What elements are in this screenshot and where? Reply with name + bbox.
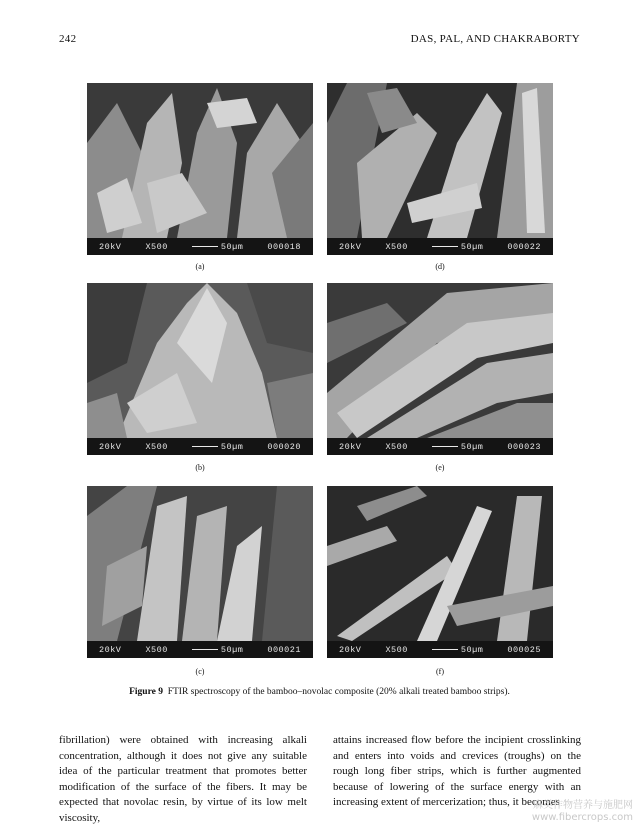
sem-magnification: X500: [145, 241, 168, 252]
watermark-line-1: 麻类作物营养与施肥网: [533, 800, 633, 811]
sem-micrograph-a: [87, 83, 313, 255]
sem-micrograph-e-upper: [327, 283, 553, 455]
sem-voltage: 20kV: [339, 241, 362, 252]
panel-label-d: (d): [435, 262, 445, 271]
sem-scale-length: 50µm: [220, 241, 244, 252]
sem-image-code: 000020: [267, 441, 301, 452]
sem-image-code: 000018: [267, 241, 301, 252]
figure-number: Figure 9: [129, 687, 163, 697]
body-text-left-column: fibrillation) were obtained with increasing alkali concentration, although it does not give any suitable idea of the particular treatment that promotes better modification of the surface of the fibers. It may be expected that novolac resin, by virtue of its low melt viscosity,: [59, 734, 307, 824]
panel-label-c: (c): [195, 667, 205, 676]
sem-scale-bar: [87, 438, 313, 455]
sem-image-code: 000025: [507, 644, 541, 655]
running-header-authors: DAS, PAL, AND CHAKRABORTY: [410, 33, 580, 45]
sem-scale-bar: [87, 641, 313, 658]
sem-scale-bar: [87, 238, 313, 255]
sem-micrograph-c: [87, 486, 313, 658]
sem-voltage: 20kV: [99, 241, 122, 252]
body-text-right-column: attains increased flow before the incipient crosslinking and enters into voids and crevices (troughs) on the rough long fiber strips, which is further augmented because of lowering of the surface energy with an increasing extent of mercerization; thus, it becomes: [333, 734, 581, 809]
sem-magnification: X500: [145, 441, 168, 452]
sem-scale-bar: [327, 438, 553, 455]
sem-image-code: 000021: [267, 644, 301, 655]
panel-label-e-upper: (e): [435, 463, 445, 472]
sem-scale-length: 50µm: [460, 644, 484, 655]
sem-scale-length: 50µm: [220, 644, 244, 655]
panel-label-b: (b): [195, 463, 205, 472]
sem-micrograph-b: [87, 283, 313, 455]
figure-caption-text: FTIR spectroscopy of the bamboo–novolac composite (20% alkali treated bamboo strips).: [167, 687, 510, 697]
sem-scale-length: 50µm: [220, 441, 244, 452]
sem-magnification: X500: [385, 644, 408, 655]
page-number: 242: [59, 33, 77, 45]
sem-magnification: X500: [385, 441, 408, 452]
figure-caption: [59, 687, 580, 697]
sem-magnification: X500: [145, 644, 168, 655]
watermark-line-2: www.fibercrops.com: [531, 812, 633, 823]
sem-voltage: 20kV: [99, 644, 122, 655]
sem-scale-length: 50µm: [460, 441, 484, 452]
sem-voltage: 20kV: [99, 441, 122, 452]
sem-voltage: 20kV: [339, 644, 362, 655]
watermark: [532, 800, 633, 824]
sem-scale-bar: [327, 238, 553, 255]
sem-magnification: X500: [385, 241, 408, 252]
sem-image-code: 000023: [507, 441, 541, 452]
panel-label-f: (f): [436, 667, 444, 676]
sem-image-code: 000022: [507, 241, 541, 252]
panel-label-a: (a): [195, 262, 205, 271]
sem-voltage: 20kV: [339, 441, 362, 452]
sem-scale-length: 50µm: [460, 241, 484, 252]
sem-micrograph-d: [327, 83, 553, 255]
sem-scale-bar: [327, 641, 553, 658]
sem-micrograph-f: [327, 486, 553, 658]
